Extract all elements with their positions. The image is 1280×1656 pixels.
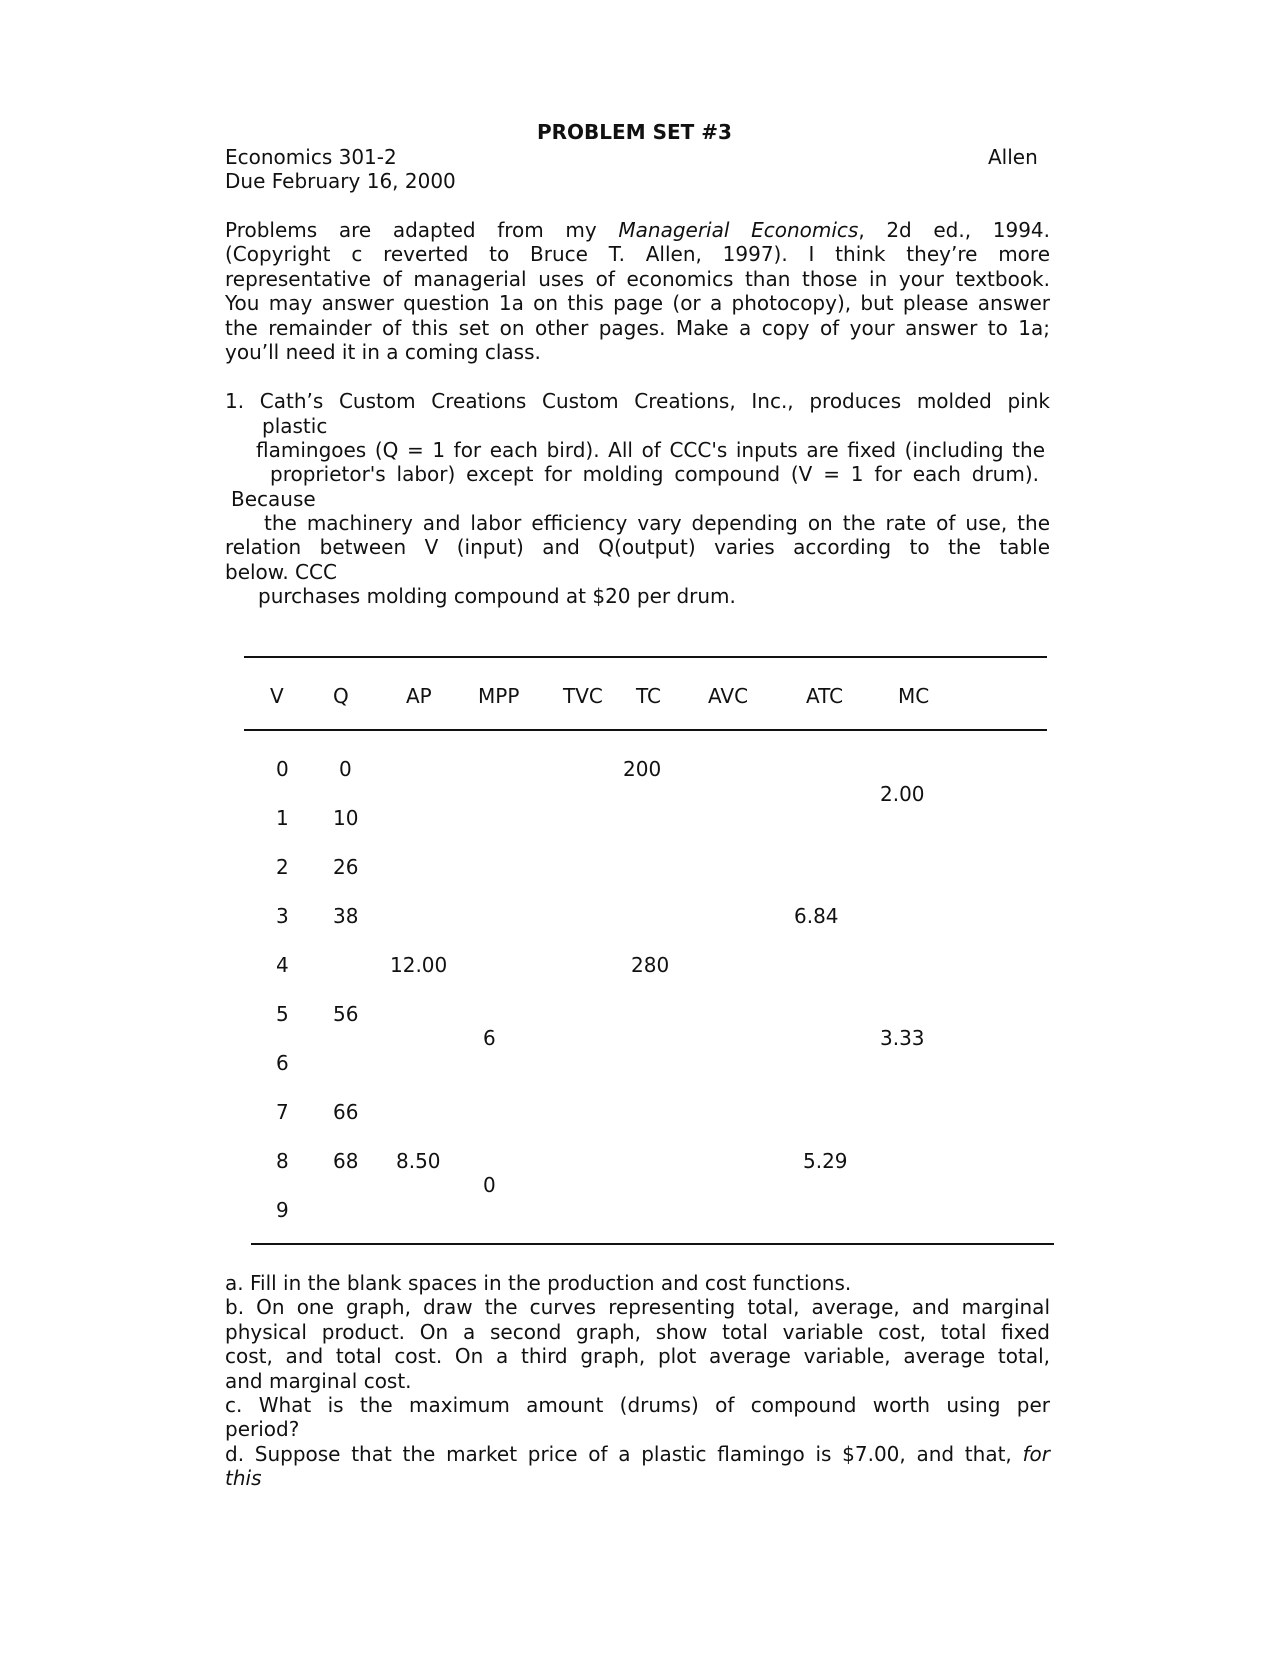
v-value: 3 (276, 904, 289, 928)
v-value: 8 (276, 1149, 289, 1173)
intro-line-3: representative of managerial uses of economics than those in your textbook. (225, 267, 1050, 291)
intro-line-2: (Copyright c reverted to Bruce T. Allen, 1997). I think they’re more (225, 242, 1050, 266)
q-value: 10 (333, 806, 359, 830)
intro-line-1 (225, 218, 1050, 242)
intro-line-1-end: , 2d ed., 1994. (858, 218, 1050, 242)
intro-line-6: you’ll need it in a coming class. (225, 340, 541, 364)
v-value: 2 (276, 855, 289, 879)
ap-value: 8.50 (396, 1149, 441, 1173)
table-header-rule (244, 729, 1047, 731)
v-value: 1 (276, 806, 289, 830)
instructor-name: Allen (988, 145, 1038, 169)
v-value: 6 (276, 1051, 289, 1075)
problem1-line-4: proprietor's labor) except for molding compound (V = 1 for each drum). (270, 462, 1039, 486)
q-value: 26 (333, 855, 359, 879)
question-b-line-2: physical product. On a second graph, show total variable cost, total fixed (225, 1320, 1050, 1344)
mpp-value: 6 (483, 1026, 496, 1050)
question-c-line-2: period? (225, 1417, 300, 1441)
question-b-line-1: b. On one graph, draw the curves representing total, average, and marginal (225, 1295, 1050, 1319)
mc-value: 2.00 (880, 782, 925, 806)
q-value: 66 (333, 1100, 359, 1124)
intro-line-1-start: Problems are adapted from my (225, 218, 597, 242)
header-tc: TC (636, 684, 662, 708)
question-a: a. Fill in the blank spaces in the production and cost functions. (225, 1271, 852, 1295)
question-d-line-2-italic: this (225, 1466, 262, 1490)
header-atc: ATC (806, 684, 844, 708)
due-date: Due February 16, 2000 (225, 169, 456, 193)
header-v: V (270, 684, 284, 708)
tc-value: 280 (631, 953, 670, 977)
problem1-line-1: 1. Cath’s Custom Creations Custom Creations, Inc., produces molded pink (225, 389, 1050, 413)
problem1-line-6: the machinery and labor efficiency vary depending on the rate of use, the (264, 511, 1050, 535)
mpp-value: 0 (483, 1173, 496, 1197)
problem1-line-8: below. CCC (225, 560, 337, 584)
table-top-rule (244, 656, 1047, 658)
intro-line-4: You may answer question 1a on this page (or a photocopy), but please answer (225, 291, 1050, 315)
page-title: PROBLEM SET #3 (537, 120, 732, 144)
question-b-line-4: and marginal cost. (225, 1369, 412, 1393)
problem1-line-7: relation between V (input) and Q(output) varies according to the table (225, 535, 1050, 559)
tc-value: 200 (623, 757, 662, 781)
problem1-line-3: flamingoes (Q = 1 for each bird). All of CCC's inputs are fixed (including the (256, 438, 1045, 462)
q-value: 68 (333, 1149, 359, 1173)
header-avc: AVC (708, 684, 749, 708)
q-value: 56 (333, 1002, 359, 1026)
q-value: 0 (339, 757, 352, 781)
header-ap: AP (406, 684, 432, 708)
question-c-line-1: c. What is the maximum amount (drums) of compound worth using per (225, 1393, 1050, 1417)
v-value: 4 (276, 953, 289, 977)
question-d-line-1-italic: for (1022, 1442, 1051, 1466)
intro-line-5: the remainder of this set on other pages. Make a copy of your answer to 1a; (225, 316, 1050, 340)
course-name: Economics 301-2 (225, 145, 397, 169)
question-d-line-1 (225, 1442, 1050, 1466)
v-value: 5 (276, 1002, 289, 1026)
question-d-line-1-text: d. Suppose that the market price of a plastic flamingo is $7.00, and that, (225, 1442, 1012, 1466)
ap-value: 12.00 (390, 953, 448, 977)
problem1-line-5: Because (231, 487, 316, 511)
atc-value: 6.84 (794, 904, 839, 928)
header-q: Q (333, 684, 349, 708)
question-b-line-3: cost, and total cost. On a third graph, plot average variable, average total, (225, 1344, 1050, 1368)
problem1-line-2: plastic (262, 414, 328, 438)
header-mc: MC (898, 684, 930, 708)
problem1-line-9: purchases molding compound at $20 per drum. (258, 584, 736, 608)
question-d-line-2 (225, 1466, 262, 1490)
q-value: 38 (333, 904, 359, 928)
header-mpp: MPP (478, 684, 520, 708)
v-value: 9 (276, 1198, 289, 1222)
atc-value: 5.29 (803, 1149, 848, 1173)
table-bottom-rule (251, 1243, 1054, 1245)
v-value: 0 (276, 757, 289, 781)
header-tvc: TVC (563, 684, 603, 708)
v-value: 7 (276, 1100, 289, 1124)
mc-value: 3.33 (880, 1026, 925, 1050)
book-title: Managerial Economics (618, 218, 859, 242)
